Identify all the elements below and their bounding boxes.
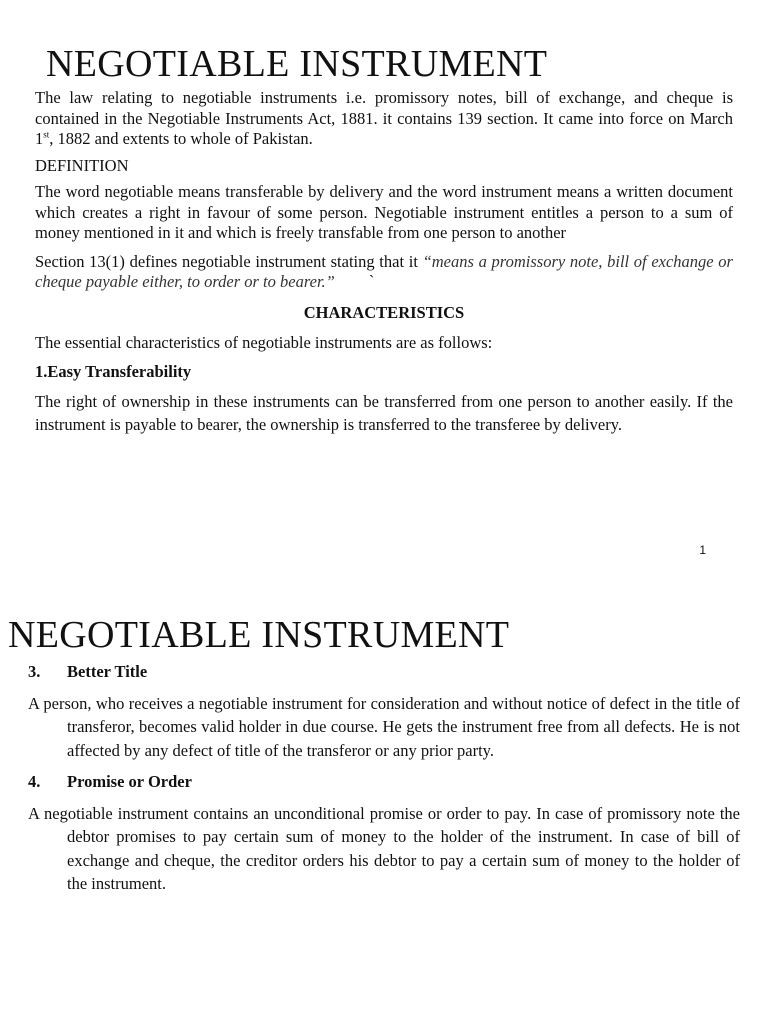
section-quote: “means a promissory note, bill of exchange or cheque payable either, to order or to bearer.” xyxy=(35,251,733,291)
section-number: 4. xyxy=(28,772,41,791)
intro-text-part1: The law relating to negotiable instruments i.e. promissory notes, bill of exchange, and cheque is contained in the Negotiable Instruments Act, 1881. it contains 139 section. It came into force on March 1 xyxy=(35,88,733,148)
slide-1-body xyxy=(35,88,733,444)
item-1-heading: 1.Easy Transferability xyxy=(35,361,192,381)
section-number: 3. xyxy=(28,662,41,681)
characteristics-intro: The essential characteristics of negotiable instruments are as follows: xyxy=(35,333,493,352)
definition-paragraph: The word negotiable means transferable by delivery and the word instrument means a written document which creates a right in favour of some person. Negotiable instrument entitles a person to a sum of money mentioned in it and which is freely transfable from one person to another xyxy=(35,182,733,242)
section-text: A negotiable instrument contains an unconditional promise or order to pay. In case of promissory note the debtor promises to pay certain sum of money to the holder of the instrument. In case of bill of exchange and cheque, the creditor orders his debtor to pay a certain sum of money to the holder of the instrument. xyxy=(28,803,740,893)
section-title: Better Title xyxy=(67,662,148,681)
section-title: Promise or Order xyxy=(67,772,192,791)
slide-2 xyxy=(0,580,768,1024)
section-text: A person, who receives a negotiable instrument for consideration and without notice of defect in the title of transferor, becomes valid holder in due course. He gets the instrument free from all defects. He is not affected by any defect of title of the transferor or any prior party. xyxy=(28,693,740,760)
intro-superscript: st xyxy=(43,129,50,140)
intro-paragraph xyxy=(35,88,733,150)
section-heading xyxy=(28,770,740,794)
section-heading xyxy=(28,660,740,684)
intro-text-part2: , 1882 and extents to whole of Pakistan. xyxy=(49,129,313,148)
item-1-text: The right of ownership in these instruments can be transferred from one person to another easily. If the instrument is payable to bearer, the ownership is transferred to the transferee by delivery. xyxy=(35,392,733,434)
section-tail-mark: ` xyxy=(368,272,375,291)
definition-heading: DEFINITION xyxy=(35,155,129,175)
slide-2-body xyxy=(28,660,740,904)
section-paragraph xyxy=(35,252,733,293)
section-text: Section 13(1) defines negotiable instrument stating that it xyxy=(35,251,423,271)
slide-2-title: NEGOTIABLE INSTRUMENT xyxy=(8,614,510,656)
page-number: 1 xyxy=(699,543,706,557)
characteristics-heading: CHARACTERISTICS xyxy=(303,302,465,322)
slide-1-title: NEGOTIABLE INSTRUMENT xyxy=(46,43,548,85)
